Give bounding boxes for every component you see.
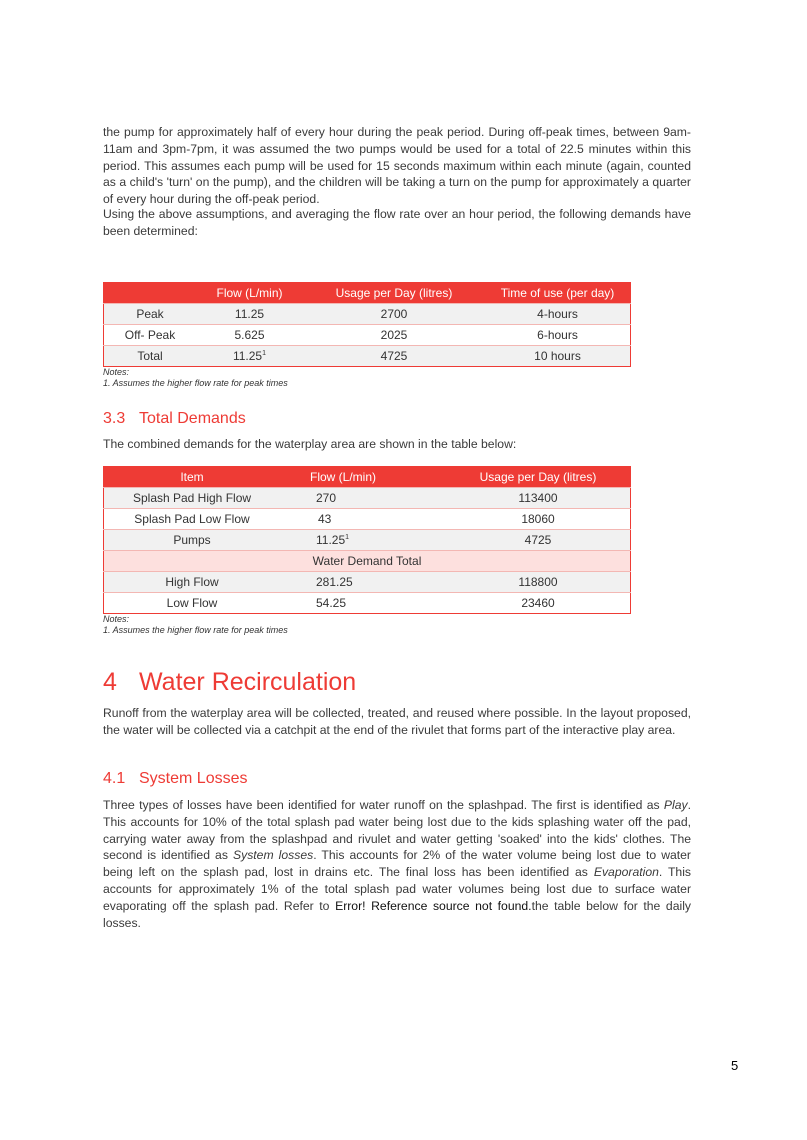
paragraph-recirculation: Runoff from the waterplay area will be collected, treated, and reused where possible. In the layout proposed, the water will be collected via a catchpit at the end of the rivulet that forms part of the interactive play area.	[103, 706, 691, 737]
table-cell: 2700	[303, 304, 485, 325]
table1-header: Flow (L/min)	[196, 283, 303, 304]
table-cell	[196, 346, 303, 367]
table-cell: High Flow	[104, 572, 281, 593]
table1-header: Usage per Day (litres)	[303, 283, 485, 304]
table-cell: Splash Pad High Flow	[104, 488, 281, 509]
table-row	[104, 593, 631, 614]
table-cell: 11.25	[196, 304, 303, 325]
notes-line: 1. Assumes the higher flow rate for peak times	[103, 625, 288, 635]
table-cell: 2025	[303, 325, 485, 346]
table1-notes	[103, 367, 288, 389]
paragraph-system-losses	[103, 797, 691, 931]
table-row	[104, 509, 631, 530]
text-run: Three types of losses have been identified for water runoff on the splashpad. The first is identified as	[103, 798, 664, 812]
footnote-marker: 1	[262, 350, 267, 357]
section-heading-4	[103, 668, 356, 697]
section-title: Total Demands	[139, 410, 246, 427]
section-heading-4-1	[103, 770, 247, 788]
text-run-italic: System losses	[232, 848, 314, 863]
section-title: System Losses	[139, 770, 248, 787]
table1-header: Time of use (per day)	[485, 283, 631, 304]
table-cell: 18060	[446, 509, 631, 530]
cell-value: 11.25	[316, 533, 346, 547]
text-run: . This accounts for 2% of the water volume being lost due to water being left on the splash pad, lost in drains etc. The final loss has been identified as	[103, 848, 691, 880]
section-number: 4.1	[103, 770, 126, 787]
table-cell: 54.25	[280, 593, 446, 614]
paragraph-combined-demands: The combined demands for the waterplay area are shown in the table below:	[103, 437, 517, 451]
table-row	[104, 572, 631, 593]
table-cell: 113400	[446, 488, 631, 509]
table2-header: Usage per Day (litres)	[446, 467, 631, 488]
table-row	[104, 304, 631, 325]
table-row	[104, 551, 631, 572]
table2-notes	[103, 614, 288, 636]
text-run-italic: Evaporation	[593, 865, 659, 880]
section-title: Water Recirculation	[139, 668, 357, 696]
error-reference-text: Error! Reference source not found.	[335, 898, 532, 913]
table-cell: 5.625	[196, 325, 303, 346]
text-run-italic: Play	[663, 798, 688, 812]
text-run: . This accounts for approximately 1% of the total splash pad water volumes being lost due to surface water evaporating off the splash pad. Refer to	[103, 865, 691, 913]
notes-line: 1. Assumes the higher flow rate for peak times	[103, 378, 288, 388]
table-cell: 270	[280, 488, 446, 509]
table-cell: 23460	[446, 593, 631, 614]
table-cell	[280, 530, 446, 551]
section-number: 3.3	[103, 410, 126, 427]
paragraph-demands-intro: Using the above assumptions, and averaging the flow rate over an hour period, the following demands have been determined:	[103, 207, 691, 238]
table2-header: Item	[104, 467, 281, 488]
table-cell: Low Flow	[104, 593, 281, 614]
table-cell: Peak	[104, 304, 197, 325]
table-cell: 10 hours	[485, 346, 631, 367]
pump-demand-table	[103, 282, 631, 367]
footnote-marker: 1	[345, 534, 350, 541]
cell-value: 11.25	[232, 349, 263, 363]
total-demand-table	[103, 466, 631, 614]
table-cell: Total	[104, 346, 197, 367]
table-row	[104, 530, 631, 551]
table-cell: 43	[280, 509, 446, 530]
table-cell: 281.25	[280, 572, 446, 593]
page-number: 5	[731, 1058, 739, 1073]
table-row	[104, 346, 631, 367]
text-run: . This accounts for 10% of the total splash pad water being lost due to the kids splashing water off the pad, carrying water away from the splashpad and rivulet and water getting 'soaked' into the kids' clothes. The second is identified as	[103, 798, 691, 863]
table-cell: 4-hours	[485, 304, 631, 325]
table-cell: Off- Peak	[104, 325, 197, 346]
table-cell: Splash Pad Low Flow	[104, 509, 281, 530]
notes-title: Notes:	[103, 367, 130, 377]
table2-header: Flow (L/min)	[280, 467, 446, 488]
section-heading-3-3	[103, 410, 246, 428]
table1-header	[104, 283, 197, 304]
notes-title: Notes:	[103, 614, 130, 624]
paragraph-pump-usage: the pump for approximately half of every hour during the peak period. During off-peak times, between 9am-11am and 3pm-7pm, it was assumed the two pumps would be used for a total of 22.5 minutes within this period. This assumes each pump will be used for 15 seconds maximum within each minute (again, counted as a child's 'turn' on the pump), and the children will be taking a turn on the pump for approximately a quarter of every hour during the off-peak period.	[103, 125, 691, 207]
total-label-cell: Water Demand Total	[104, 551, 631, 572]
table-cell: 4725	[446, 530, 631, 551]
table-row	[104, 325, 631, 346]
table-cell: 6-hours	[485, 325, 631, 346]
text-run: the table below for the daily losses.	[103, 898, 691, 930]
table-cell: 118800	[446, 572, 631, 593]
table-cell: Pumps	[104, 530, 281, 551]
table-row	[104, 488, 631, 509]
section-number: 4	[103, 668, 117, 696]
table-cell: 4725	[303, 346, 485, 367]
